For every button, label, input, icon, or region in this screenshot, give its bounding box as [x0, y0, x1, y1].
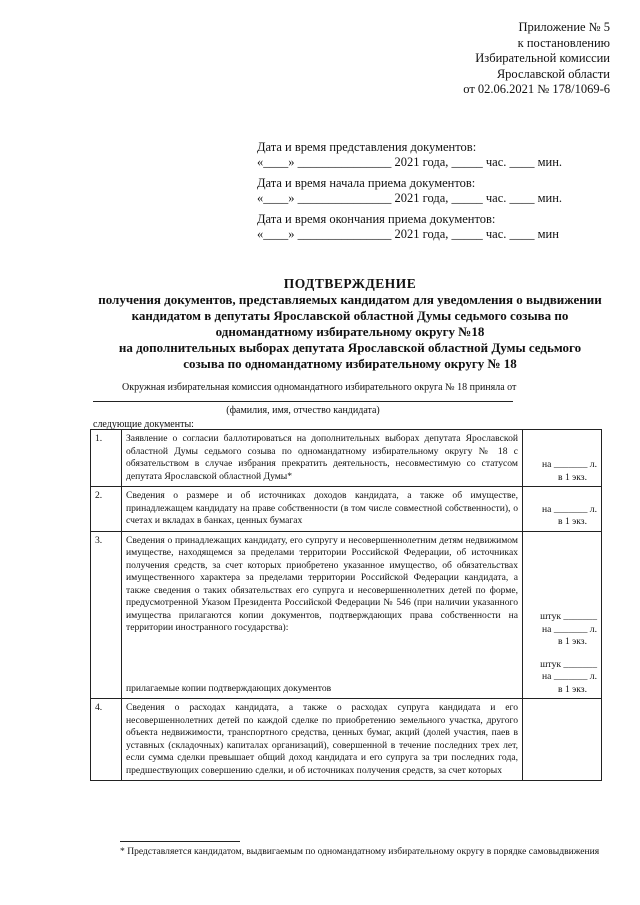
- copies-field: в 1 экз.: [558, 516, 587, 527]
- title-line: кандидатом в депутаты Ярославской областной Думы седьмого созыва по: [131, 308, 569, 323]
- title-line: получения документов, представляемых кандидатом для уведомления о выдвижении: [98, 292, 602, 307]
- date-end-label: Дата и время окончания приема документов:: [257, 212, 496, 226]
- row-description: Сведения о расходах кандидата, а также о расходах супруга кандидата и его несовершеннолетних детей по каждой сделке по приобретению земельного участка, другого объекта недвижимости, транспортного средства, ценных бумаг, акций (долей участия, паев в уставных (складочных) капиталах организаций), совершенной в течение последних трех лет, если сумма сделки превышает общий доход кандидата и его супруга за три последних года, предшествующих совершению сделки, и об источниках получения средств, за счет которых: [122, 699, 523, 781]
- table-row: [91, 699, 602, 781]
- appendix-line: Ярославской области: [496, 66, 610, 81]
- appendix-line: от 02.06.2021 № 178/1069-6: [463, 82, 610, 96]
- row-number: 1.: [91, 430, 122, 487]
- sub-pieces-field: штук _______: [540, 658, 597, 670]
- documents-table: [90, 429, 602, 781]
- footnote: * Представляется кандидатом, выдвигаемым по одномандатному избирательному округу в порядке самовыдвижения: [120, 846, 600, 857]
- commission-text: Окружная избирательная комиссия одномандатного избирательного округа № 18 приняла от: [122, 382, 517, 393]
- title-line: созыва по одномандатному избирательному округу № 18: [183, 356, 517, 371]
- row-number: 2.: [91, 487, 122, 532]
- date-fields: [257, 140, 562, 248]
- appendix-line: Избирательной комиссии: [475, 51, 610, 65]
- row-number: 4.: [91, 699, 122, 781]
- row-description-text: Сведения о принадлежащих кандидату, его супругу и несовершеннолетним детям недвижимом имуществе, находящемся за пределами территории Российской Федерации, об источниках получения средств, за счет которых приобретено указанное имущество, об обязательствах имущественного характера за пределами территории Российской Федерации кандидата, а также сведения о таких обязательствах его супруга и несовершеннолетних детей по форме, предусмотренной Указом Президента Российской Федерации № 546 (при наличии указанного имущества прилагаются копии документов, подтверждающих права собственности на территории иностранного государства):: [126, 534, 518, 633]
- date-end-fill: «____» _______________ 2021 года, _____ час. ____ мин: [257, 227, 559, 241]
- pieces-field: штук _______: [540, 611, 597, 622]
- document-title: [90, 276, 610, 372]
- row-sub-description: прилагаемые копии подтверждающих документов: [126, 682, 332, 694]
- appendix-line: Приложение № 5: [518, 20, 610, 34]
- sub-pages-field: на _______ л.: [542, 671, 597, 682]
- following-docs-label: следующие документы:: [93, 419, 194, 430]
- sub-copies-field: в 1 экз.: [558, 683, 587, 695]
- pages-field: на _______ л.: [542, 623, 597, 635]
- row-pages-cell: [523, 531, 602, 699]
- row-number: 3.: [91, 531, 122, 699]
- title-line: на дополнительных выборах депутата Ярославской областной Думы седьмого: [118, 340, 582, 355]
- table-row: [91, 487, 602, 532]
- row-pages-cell: [523, 699, 602, 781]
- pages-field: на _______ л.: [542, 459, 597, 470]
- row-description: Заявление о согласии баллотироваться на дополнительных выборах депутата Ярославской областной Думы седьмого созыва по одномандатному избирательному округу № 18 с обязательством в случае избрания прекратить деятельность, несовместимую со статусом депутата Ярославской областной Думы*: [122, 430, 523, 487]
- title-heading: ПОДТВЕРЖДЕНИЕ: [283, 276, 417, 291]
- date-submission-fill: «____» _______________ 2021 года, _____ час. ____ мин.: [257, 155, 563, 169]
- row-pages-cell: [523, 487, 602, 532]
- candidate-name-caption: (фамилия, имя, отчество кандидата): [226, 405, 380, 416]
- row-description: [122, 531, 523, 699]
- row-description: Сведения о размере и об источниках доходов кандидата, а также об имуществе, принадлежащем кандидату на праве собственности (в том числе совместной собственности), о счетах и вкладах в банках, ценных бумагах: [122, 487, 523, 532]
- copies-field: в 1 экз.: [558, 471, 587, 483]
- appendix-header: [463, 20, 610, 98]
- appendix-line: к постановлению: [517, 35, 610, 50]
- candidate-name-line: [93, 401, 513, 402]
- table-row: [91, 430, 602, 487]
- copies-field: в 1 экз.: [558, 636, 587, 647]
- footnote-divider: [120, 841, 240, 842]
- date-start-fill: «____» _______________ 2021 года, _____ час. ____ мин.: [257, 191, 563, 205]
- table-row: [91, 531, 602, 699]
- date-submission-label: Дата и время представления документов:: [257, 140, 477, 154]
- date-start-label: Дата и время начала приема документов:: [257, 176, 476, 190]
- title-line: одномандатному избирательному округу №18: [215, 324, 485, 339]
- pages-field: на _______ л.: [542, 503, 597, 515]
- row-pages-cell: [523, 430, 602, 487]
